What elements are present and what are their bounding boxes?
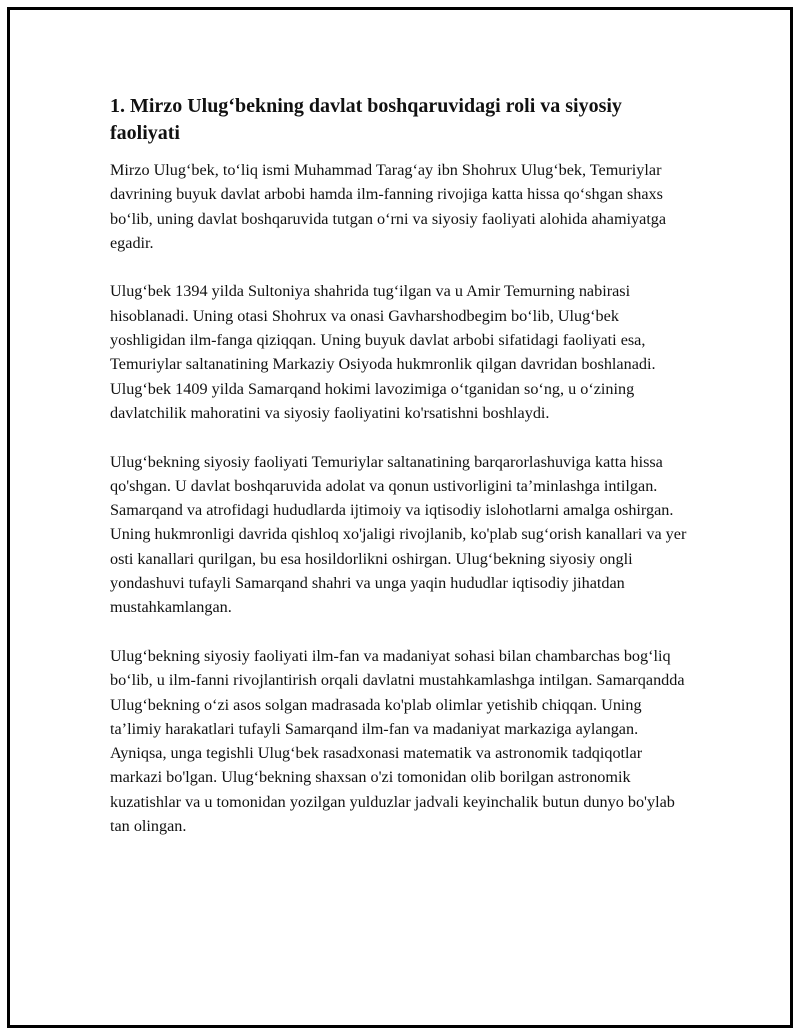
paragraph-science-culture: Ulug‘bekning siyosiy faoliyati ilm-fan va madaniyat sohasi bilan chambarchas bog‘liq bo‘lib, u ilm-fanni rivojlantirish orqali davlatni mustahkamlashga intilgan. Samarqandda Ulug‘bekning o‘zi asos solgan madrasada ko'plab olimlar yetishib chiqqan. Uning ta’limiy harakatlari tufayli Samarqand ilm-fan va madaniyat markaziga aylangan. Ayniqsa, unga tegishli Ulug‘bek rasadxonasi matematik va astronomik tadqiqotlar markazi bo'lgan. Ulug‘bekning shaxsan o'zi tomonidan olib borilgan astronomik kuzatishlar va u tomonidan yozilgan yulduzlar jadvali keyinchalik butun dunyo bo'ylab tan olingan. — [110, 646, 685, 836]
document-title: 1. Mirzo Ulug‘bekning davlat boshqaruvidagi roli va siyosiy faoliyati — [110, 95, 622, 144]
document-body — [110, 93, 695, 863]
paragraph-political-activity: Ulug‘bekning siyosiy faoliyati Temuriylar saltanatining barqarorlashuviga katta hissa qo'shgan. U davlat boshqaruvida adolat va qonun ustivorligini ta’minlashga intilgan. Samarqand va atrofidagi hududlarda ijtimoiy va iqtisodiy islohotlarni amalga oshirgan. Uning hukmronligi davrida qishloq xo'jaligi rivojlanib, ko'plab sug‘orish kanallari va yer osti kanallari qurilgan, bu esa hosildorlikni oshirgan. Ulug‘bekning siyosiy ongli yondashuvi tufayli Samarqand shahri va unga yaqin hududlar iqtisodiy jihatdan mustahkamlangan. — [110, 452, 687, 617]
paragraph-biography: Ulug‘bek 1394 yilda Sultoniya shahrida tug‘ilgan va u Amir Temurning nabirasi hisoblanadi. Uning otasi Shohrux va onasi Gavharshodbegim bo‘lib, Ulug‘bek yoshligidan ilm-fanga qiziqqan. Uning buyuk davlat arbobi sifatidagi faoliyati esa, Temuriylar saltanatining Markaziy Osiyoda hukmronlik qilgan davridan boshlanadi. Ulug‘bek 1409 yilda Samarqand hokimi lavozimiga o‘tganidan so‘ng, u o‘zining davlatchilik mahoratini va siyosiy faoliyatini ko'rsatishni boshlaydi. — [110, 282, 656, 422]
paragraph-intro: Mirzo Ulug‘bek, to‘liq ismi Muhammad Tarag‘ay ibn Shohrux Ulug‘bek, Temuriylar davrining buyuk davlat arbobi hamda ilm-fanning rivojiga katta hissa qo‘shgan shaxs bo‘lib, uning davlat boshqaruvida tutgan o‘rni va siyosiy faoliyati alohida ahamiyatga egadir. — [110, 161, 667, 252]
